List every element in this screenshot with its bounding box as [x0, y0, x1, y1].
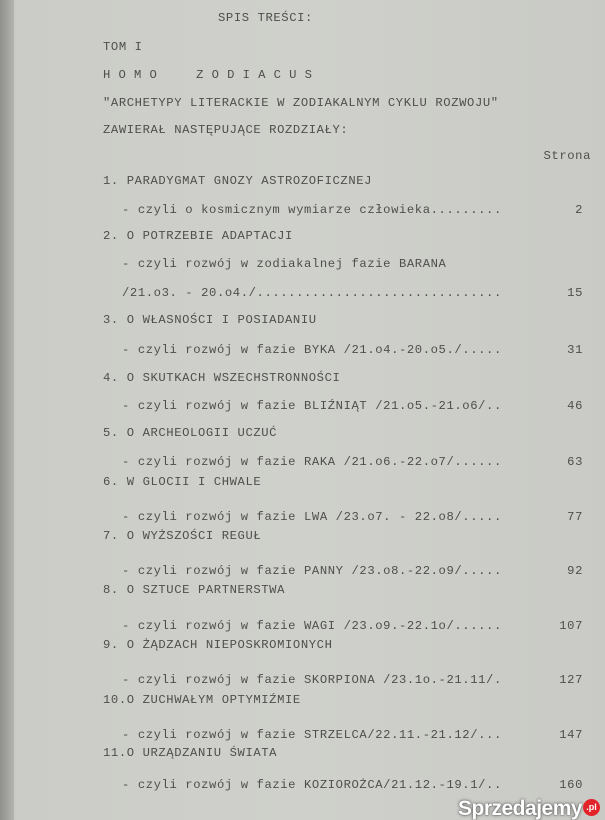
book-title: HOMO ZODIACUS: [103, 68, 321, 82]
chapter-subtitle: - czyli rozwój w fazie KOZIOROŻCA/21.12.-19.1/..: [122, 778, 502, 792]
chapter-subtitle: - czyli o kosmicznym wymiarze człowieka.........: [122, 203, 502, 217]
chapter-page: 46: [567, 399, 583, 413]
page-column-header: Strona: [543, 149, 591, 163]
chapter-subtitle: - czyli rozwój w fazie PANNY /23.o8.-22.o9/.....: [122, 564, 502, 578]
chapter-subtitle: - czyli rozwój w zodiakalnej fazie BARANA: [122, 257, 447, 271]
chapter-heading: 2. O POTRZEBIE ADAPTACJI: [103, 229, 293, 243]
chapter-page: 2: [575, 203, 583, 217]
chapter-heading: 7. O WYŻSZOŚCI REGUŁ: [103, 529, 262, 543]
chapter-page: 31: [567, 343, 583, 357]
watermark-badge: .pl: [583, 799, 600, 816]
chapter-heading: 10.O ZUCHWAŁYM OPTYMIŹMIE: [103, 693, 301, 707]
book-subtitle: "ARCHETYPY LITERACKIE W ZODIAKALNYM CYKLU ROZWOJU": [103, 96, 499, 110]
chapter-page: 63: [567, 455, 583, 469]
chapter-subtitle: - czyli rozwój w fazie RAKA /21.o6.-22.o7/......: [122, 455, 502, 469]
chapter-heading: 9. O ŻĄDZACH NIEPOSKROMIONYCH: [103, 638, 333, 652]
volume-label: TOM I: [103, 40, 143, 54]
chapter-subtitle: - czyli rozwój w fazie WAGI /23.o9.-22.1o/......: [122, 619, 502, 633]
chapter-subtitle: - czyli rozwój w fazie STRZELCA/22.11.-21.12/...: [122, 728, 502, 742]
chapter-heading: 4. O SKUTKACH WSZECHSTRONNOŚCI: [103, 371, 341, 385]
chapter-heading: 11.O URZĄDZANIU ŚWIATA: [103, 746, 278, 760]
chapter-page: 147: [559, 728, 583, 742]
chapter-heading: 1. PARADYGMAT GNOZY ASTROZOFICZNEJ: [103, 174, 373, 188]
chapter-page: 92: [567, 564, 583, 578]
chapter-subtitle: - czyli rozwój w fazie BYKA /21.o4.-20.o5./.....: [122, 343, 502, 357]
chapter-heading: 3. O WŁASNOŚCI I POSIADANIU: [103, 313, 317, 327]
chapter-heading: 8. O SZTUCE PARTNERSTWA: [103, 583, 286, 597]
page-edge-shadow: [0, 0, 14, 820]
chapter-page: 160: [559, 778, 583, 792]
chapter-subtitle: - czyli rozwój w fazie BLIŹNIĄT /21.o5.-21.o6/..: [122, 399, 502, 413]
chapter-page: 77: [567, 510, 583, 524]
document-title: SPIS TREŚCI:: [218, 11, 313, 25]
chapter-subtitle: - czyli rozwój w fazie LWA /23.o7. - 22.o8/.....: [122, 510, 502, 524]
watermark-logo: Sprzedajemy: [458, 797, 583, 820]
chapter-subtitle: - czyli rozwój w fazie SKORPIONA /23.1o.-21.11/.: [122, 673, 502, 687]
intro-text: ZAWIERAŁ NASTĘPUJĄCE ROZDZIAŁY:: [103, 123, 349, 137]
chapter-subtitle-cont: /21.o3. - 20.o4./...............................: [122, 286, 502, 300]
chapter-heading: 6. W GLOCII I CHWALE: [103, 475, 262, 489]
chapter-page: 15: [567, 286, 583, 300]
chapter-page: 107: [559, 619, 583, 633]
chapter-page: 127: [559, 673, 583, 687]
chapter-heading: 5. O ARCHEOLOGII UCZUĆ: [103, 426, 278, 440]
